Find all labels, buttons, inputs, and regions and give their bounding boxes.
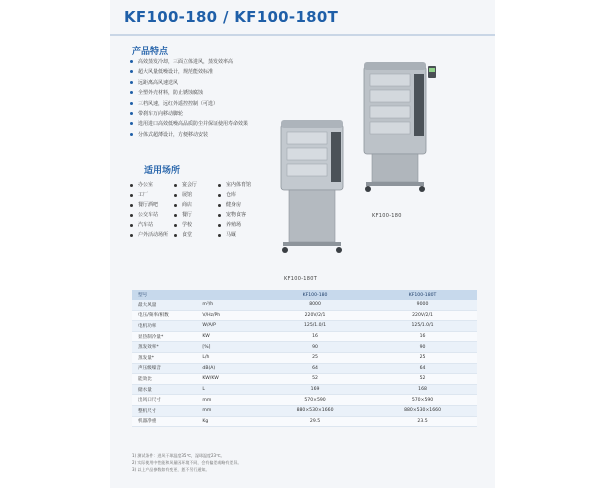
use-text: 展馆 [182,192,193,198]
bullet-icon [218,194,221,197]
feature-text: 全塑外壳材料，防止锈蚀腐蚀 [138,90,204,97]
use-item [174,190,218,200]
table-cell: 169 [262,384,368,395]
uses-row [130,190,270,200]
table-cell: m³/h [196,300,262,310]
feature-text: 超大风量低噪设计，规范能效标准 [138,69,214,76]
table-cell: 电压/频率/相数 [132,310,196,321]
cooler-small-image [275,114,355,264]
use-item [130,210,174,220]
bullet-icon [130,70,133,73]
table-cell: KW [196,331,262,342]
bullet-icon [174,204,177,207]
use-text: 养殖场 [226,222,242,228]
bullet-icon [174,184,177,187]
use-text: 马厩 [226,232,237,238]
feature-item [130,67,300,77]
uses-heading: 适用场所 [144,166,181,176]
use-item [174,230,218,240]
use-text: 餐厅 [182,212,193,218]
use-text: 商店 [182,202,193,208]
table-header-cell: 型号 [132,290,196,300]
bullet-icon [130,60,133,63]
table-row [132,374,477,385]
use-item [174,210,218,220]
table-header-cell: KF100-180 [262,290,368,300]
table-cell: 880×530×1660 [368,405,477,416]
title-bar [110,8,495,30]
bullet-icon [218,214,221,217]
feature-text: 高效蒸发冷却，三面立体进风，蒸发效率高 [138,59,234,65]
use-item [174,200,218,210]
uses-row [130,220,270,230]
bullet-icon [130,102,133,105]
table-cell: L [196,384,262,395]
table-cell: 880×530×1660 [262,405,368,416]
table-row [132,352,477,363]
table-cell: 显热制冷量* [132,331,196,342]
feature-text: 选用进口高效低噪高品质防尘并保证使用寿命效果 [138,121,249,128]
table-cell: L/h [196,352,262,363]
bullet-icon [130,194,133,197]
use-item [218,210,262,220]
use-item [130,200,174,210]
table-cell: W/A/P [196,321,262,332]
title-divider [110,34,495,36]
table-row [132,384,477,395]
feature-item [130,57,300,67]
use-item [174,220,218,230]
page-title: KF100-180 / KF100-180T [124,8,339,26]
bullet-icon [218,184,221,187]
table-cell: 25 [262,352,368,363]
spec-table [132,290,477,427]
bullet-icon [130,112,133,115]
bullet-icon [218,204,221,207]
table-cell: 570×590 [262,395,368,406]
use-item [130,230,174,240]
table-cell: 125/1.0/1 [262,321,368,332]
product-sheet [110,0,495,488]
table-cell: 220V/2/1 [262,310,368,321]
use-text: 汽车站 [138,222,154,228]
table-cell: 出风口尺寸 [132,395,196,406]
bullet-icon [174,214,177,217]
cooler-large-image [358,56,438,196]
note-line: 1) 测试条件：进风干球温度35℃，湿球温度23℃。 [132,453,225,458]
table-cell: 52 [262,374,368,385]
use-text: 食堂 [182,232,193,238]
table-row [132,300,477,310]
use-text: 餐厅酒吧 [138,202,159,208]
bullet-icon [174,234,177,237]
table-header-row [132,290,477,300]
use-text: 健身房 [226,202,242,208]
table-cell: 570×590 [368,395,477,406]
notes [132,452,432,473]
features-heading: 产品特点 [132,47,169,57]
use-text: 公交车站 [138,212,159,218]
bullet-icon [130,234,133,237]
table-cell: 9000 [368,300,477,310]
use-item [130,220,174,230]
table-cell: 蒸发量* [132,352,196,363]
table-header-cell [196,290,262,300]
feature-item [130,99,300,109]
use-text: 工厂 [138,192,149,198]
bullet-icon [130,81,133,84]
table-cell: 90 [262,342,368,353]
note-line: 3) 以上产品参数如有变更，恕不另行通知。 [132,467,210,472]
table-header-cell: KF100-180T [368,290,477,300]
bullet-icon [130,184,133,187]
use-text: 宴会厅 [182,182,198,188]
table-cell: V/Hz/Ph [196,310,262,321]
uses-row [130,230,270,240]
use-item [130,190,174,200]
table-row [132,405,477,416]
table-cell: 125/1.0/1 [368,321,477,332]
table-row [132,321,477,332]
table-cell: 25 [368,352,477,363]
bullet-icon [174,194,177,197]
table-cell: 29.5 [262,416,368,427]
caption-small: KF100-180T [284,276,318,282]
table-row [132,416,477,427]
uses-grid [130,180,270,240]
use-text: 宠物食客 [226,212,247,218]
table-cell: 声压级噪音 [132,363,196,374]
table-cell: dB(A) [196,363,262,374]
use-item [130,180,174,190]
table-cell: mm [196,405,262,416]
table-cell: [%] [196,342,262,353]
feature-item [130,88,300,98]
table-row [132,310,477,321]
table-cell: 能效比 [132,374,196,385]
use-text: 室内体育馆 [226,182,252,188]
table-cell: 8000 [262,300,368,310]
uses-row [130,200,270,210]
feature-item [130,78,300,88]
bullet-icon [218,234,221,237]
table-cell: 64 [262,363,368,374]
bullet-icon [130,224,133,227]
use-text: 学校 [182,222,193,228]
table-cell: 168 [368,384,477,395]
bullet-icon [130,91,133,94]
uses-row [130,180,270,190]
table-cell: 90 [368,342,477,353]
use-item [218,220,262,230]
table-cell: Kg [196,416,262,427]
bullet-icon [218,224,221,227]
bullet-icon [130,214,133,217]
use-item [218,180,262,190]
feature-text: 远距离高风速送风 [138,79,179,86]
table-row [132,395,477,406]
use-item [218,230,262,240]
bullet-icon [130,204,133,207]
table-cell: 16 [262,331,368,342]
bullet-icon [130,133,133,136]
table-cell: 最大风量 [132,300,196,310]
table-cell: 整机尺寸 [132,405,196,416]
feature-text: 分体式超薄设计，方便移动安装 [138,131,209,138]
table-cell: mm [196,395,262,406]
caption-large: KF100-180 [372,213,402,219]
table-cell: 16 [368,331,477,342]
bullet-icon [130,122,133,125]
table-cell: 机器净重 [132,416,196,427]
use-text: 仓库 [226,192,237,198]
uses-row [130,210,270,220]
table-row [132,363,477,374]
use-text: 户外活动场所 [138,232,169,238]
table-cell: 储水量 [132,384,196,395]
table-row [132,342,477,353]
table-cell: 64 [368,363,477,374]
feature-text: 带刹车万向移动脚轮 [138,110,184,117]
table-row [132,331,477,342]
table-cell: 52 [368,374,477,385]
bullet-icon [174,224,177,227]
table-cell: 蒸发效率* [132,342,196,353]
feature-text: 三档风速，远红外遥控控制（可选） [138,100,219,107]
note-line: 2) 实际使用中性能和风量因环境不同，会有偏差或略有差异。 [132,460,242,465]
table-cell: KW/KW [196,374,262,385]
use-item [218,200,262,210]
table-cell: 23.5 [368,416,477,427]
use-text: 办公室 [138,182,154,188]
table-cell: 电机功率 [132,321,196,332]
use-item [218,190,262,200]
table-cell: 220V/2/1 [368,310,477,321]
use-item [174,180,218,190]
